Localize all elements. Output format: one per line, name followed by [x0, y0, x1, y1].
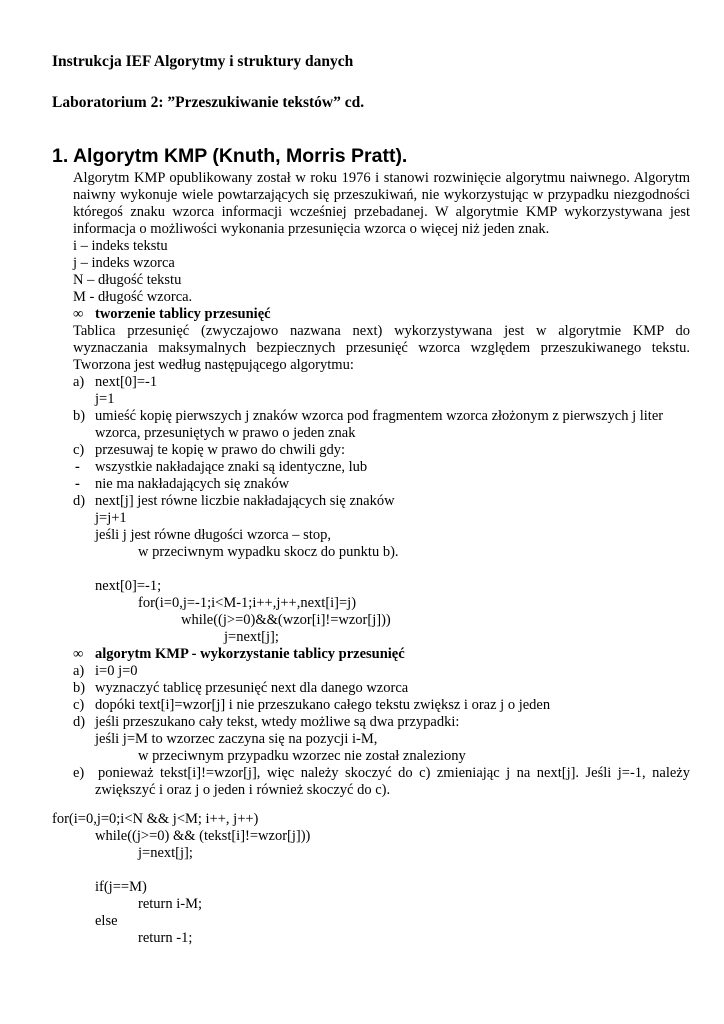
- code-line: j=next[j];: [138, 845, 193, 861]
- dash-label: -: [75, 476, 80, 492]
- step-label: a): [73, 374, 85, 390]
- code-line: return i-M;: [138, 896, 203, 912]
- part1-desc-2: wyznaczania maksymalnych bezpiecznych przesunięć wzorca względem przeszukiwanego tekstu.: [73, 340, 690, 356]
- kmp-step-d-3: w przeciwnym przypadku wzorzec nie został znaleziony: [138, 748, 466, 764]
- step-label: b): [73, 680, 86, 696]
- step-a-text: next[0]=-1: [95, 374, 158, 390]
- step-label: c): [73, 442, 85, 458]
- code-line: next[0]=-1;: [95, 578, 162, 594]
- definition-m: M - długość wzorca.: [73, 289, 193, 305]
- step-b-text: umieść kopię pierwszych j znaków wzorca pod fragmentem wzorca złożonym z pierwszych j liter: [95, 408, 664, 424]
- code-line: while((j>=0) && (tekst[i]!=wzor[j])): [95, 828, 311, 844]
- lab-title: Laboratorium 2: ”Przeszukiwanie tekstów” cd.: [52, 94, 365, 111]
- intro-line-4: informacja o możliwości wykonania przesunięcia wzorca o więcej niż jeden znak.: [73, 221, 550, 237]
- step-c-text: przesuwaj te kopię w prawo do chwili gdy:: [95, 442, 346, 458]
- part1-desc-1: Tablica przesunięć (zwyczajowo nazwana next) wykorzystywana jest w algorytmie KMP do: [73, 323, 690, 339]
- part1-desc-3: Tworzona jest według następującego algorytmu:: [73, 357, 354, 373]
- step-label: b): [73, 408, 86, 424]
- step-d-text-3: jeśli j jest równe długości wzorca – stop,: [95, 527, 331, 543]
- step-label: c): [73, 697, 85, 713]
- header-title: Instrukcja IEF Algorytmy i struktury danych: [52, 53, 354, 70]
- kmp-step-e: ponieważ tekst[i]!=wzor[j], więc należy skoczyć do c) zmieniając j na next[j]. Jeśli j=-1, należy: [98, 765, 690, 781]
- bullet-icon: ∞: [73, 646, 84, 662]
- kmp-step-c: dopóki text[i]=wzor[j] i nie przeszukano całego tekstu zwiększ i oraz j o jeden: [95, 697, 551, 713]
- dash-label: -: [75, 459, 80, 475]
- definition-j: j – indeks wzorca: [73, 255, 175, 271]
- step-d-text: next[j] jest równe liczbie nakładających się znaków: [95, 493, 395, 509]
- code-line: for(i=0,j=-1;i<M-1;i++,j++,next[i]=j): [138, 595, 357, 611]
- intro-line-1: Algorytm KMP opublikowany został w roku 1976 i stanowi rozwinięcie algorytmu naiwnego. Algorytm: [73, 170, 690, 186]
- section-heading: 1. Algorytm KMP (Knuth, Morris Pratt).: [52, 145, 408, 167]
- dash-item-1: wszystkie nakładające znaki są identyczne, lub: [95, 459, 368, 475]
- bullet-icon: ∞: [73, 306, 84, 322]
- part2-heading: algorytm KMP - wykorzystanie tablicy przesunięć: [95, 646, 405, 662]
- step-label: a): [73, 663, 85, 679]
- step-a-text-2: j=1: [95, 391, 115, 407]
- kmp-step-b: wyznaczyć tablicę przesunięć next dla danego wzorca: [95, 680, 409, 696]
- step-d-text-4: w przeciwnym wypadku skocz do punktu b).: [138, 544, 399, 560]
- step-label: e): [73, 765, 85, 781]
- dash-item-2: nie ma nakładających się znaków: [95, 476, 290, 492]
- intro-line-2: naiwny wykonuje wiele powtarzających się przeszukiwań, nie wykorzystując w przypadku niezgodności: [73, 187, 690, 203]
- step-label: d): [73, 714, 86, 730]
- kmp-step-e-2: zwiększyć i oraz j o jeden i również skoczyć do c).: [95, 782, 391, 798]
- kmp-step-a: i=0 j=0: [95, 663, 138, 679]
- definition-i: i – indeks tekstu: [73, 238, 168, 254]
- code-line: for(i=0,j=0;i<N && j<M; i++, j++): [52, 811, 259, 827]
- code-line: return -1;: [138, 930, 193, 946]
- code-line: else: [95, 913, 118, 929]
- code-line: j=next[j];: [224, 629, 279, 645]
- code-line: if(j==M): [95, 879, 147, 895]
- step-label: d): [73, 493, 86, 509]
- definition-n: N – długość tekstu: [73, 272, 182, 288]
- kmp-step-d: jeśli przeszukano cały tekst, wtedy możliwe są dwa przypadki:: [95, 714, 460, 730]
- step-b-text-2: wzorca, przesuniętych w prawo o jeden znak: [95, 425, 356, 441]
- code-line: while((j>=0)&&(wzor[i]!=wzor[j])): [181, 612, 391, 628]
- step-d-text-2: j=j+1: [95, 510, 127, 526]
- kmp-step-d-2: jeśli j=M to wzorzec zaczyna się na pozycji i-M,: [95, 731, 378, 747]
- part1-heading: tworzenie tablicy przesunięć: [95, 306, 271, 322]
- intro-line-3: któregoś znaku wzorca informacji wcześniej przebadanej. W algorytmie KMP wykorzystywana jest: [73, 204, 690, 220]
